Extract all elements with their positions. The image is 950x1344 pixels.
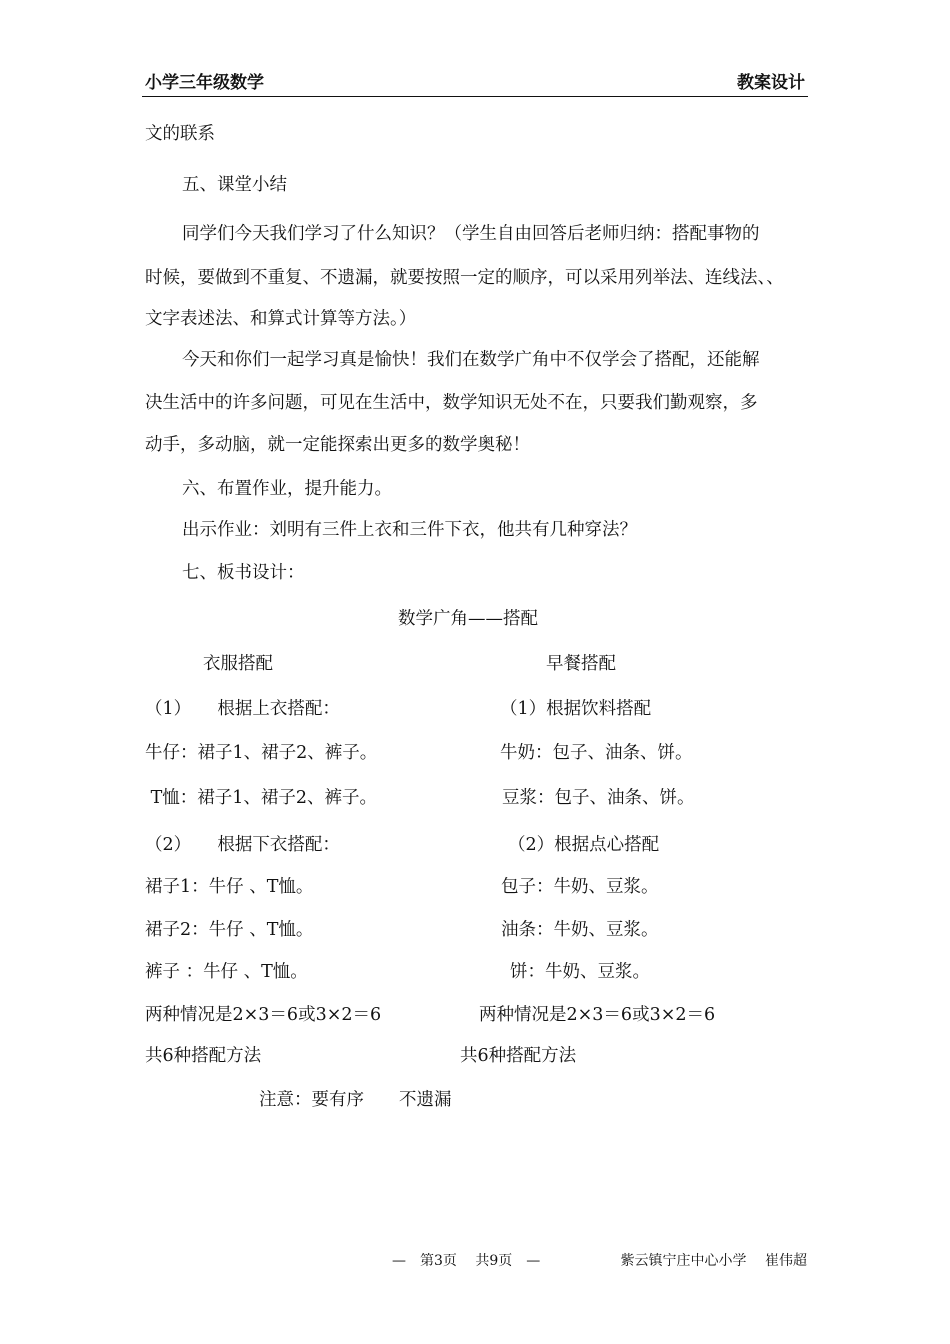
board-left-line: T恤：裙子1、裙子2、裤子。 [145, 788, 378, 808]
board-left-line: 两种情况是2×3＝6或3×2＝6 [145, 1005, 382, 1025]
header-rule [142, 96, 808, 97]
board-note: 注意：要有序 不遗漏 [259, 1090, 452, 1110]
section-heading: 七、板书设计： [182, 563, 305, 583]
body-line: 动手，多动脑，就一定能探索出更多的数学奥秘！ [145, 435, 530, 455]
board-left-line: 牛仔：裙子1、裙子2、裤子。 [145, 743, 378, 763]
board-right-line: 油条：牛奶、豆浆。 [501, 920, 659, 940]
board-right-line: 包子：牛奶、豆浆。 [501, 877, 659, 897]
body-line: 同学们今天我们学习了什么知识？（学生自由回答后老师归纳：搭配事物的 [182, 224, 760, 244]
board-right-line: 牛奶：包子、油条、饼。 [500, 743, 693, 763]
header-doc-type: 教案设计 [737, 73, 805, 93]
board-right-line: 共6种搭配方法 [460, 1046, 577, 1066]
board-right-heading: 早餐搭配 [546, 654, 616, 674]
board-left-line: （2） 根据下衣搭配： [145, 835, 340, 855]
footer-page-number: — 第3页 共9页 — [392, 1253, 541, 1269]
board-left-line: 裤子 ：牛仔 、T恤。 [145, 962, 308, 982]
body-line: 文字表述法、和算式计算等方法。） [145, 309, 417, 329]
body-line: 时候，要做到不重复、不遗漏，就要按照一定的顺序，可以采用列举法、连线法、、 [145, 268, 784, 288]
body-line: 决生活中的许多问题，可见在生活中，数学知识无处不在，只要我们勤观察，多 [145, 393, 758, 413]
body-line: 今天和你们一起学习真是愉快！我们在数学广角中不仅学会了搭配，还能解 [182, 350, 760, 370]
board-left-line: 裙子1：牛仔 、T恤。 [145, 877, 314, 897]
body-line: 文的联系 [145, 124, 215, 144]
board-right-line: 两种情况是2×3＝6或3×2＝6 [479, 1005, 716, 1025]
board-left-heading: 衣服搭配 [203, 654, 273, 674]
board-right-line: （2）根据点心搭配 [508, 835, 660, 855]
board-left-line: （1） 根据上衣搭配： [145, 699, 340, 719]
footer-author: 紫云镇宁庄中心小学 崔伟超 [620, 1253, 807, 1269]
board-right-line: （1）根据饮料搭配 [500, 699, 652, 719]
board-left-line: 裙子2：牛仔 、T恤。 [145, 920, 314, 940]
body-line: 出示作业：刘明有三件上衣和三件下衣，他共有几种穿法？ [182, 520, 637, 540]
section-heading: 六、布置作业，提升能力。 [182, 479, 392, 499]
section-heading: 五、课堂小结 [182, 175, 287, 195]
board-left-line: 共6种搭配方法 [145, 1046, 262, 1066]
board-right-line: 豆浆：包子、油条、饼。 [502, 788, 695, 808]
board-right-line: 饼：牛奶、豆浆。 [510, 962, 650, 982]
header-subject: 小学三年级数学 [145, 73, 264, 93]
board-title: 数学广角——搭配 [398, 609, 538, 629]
